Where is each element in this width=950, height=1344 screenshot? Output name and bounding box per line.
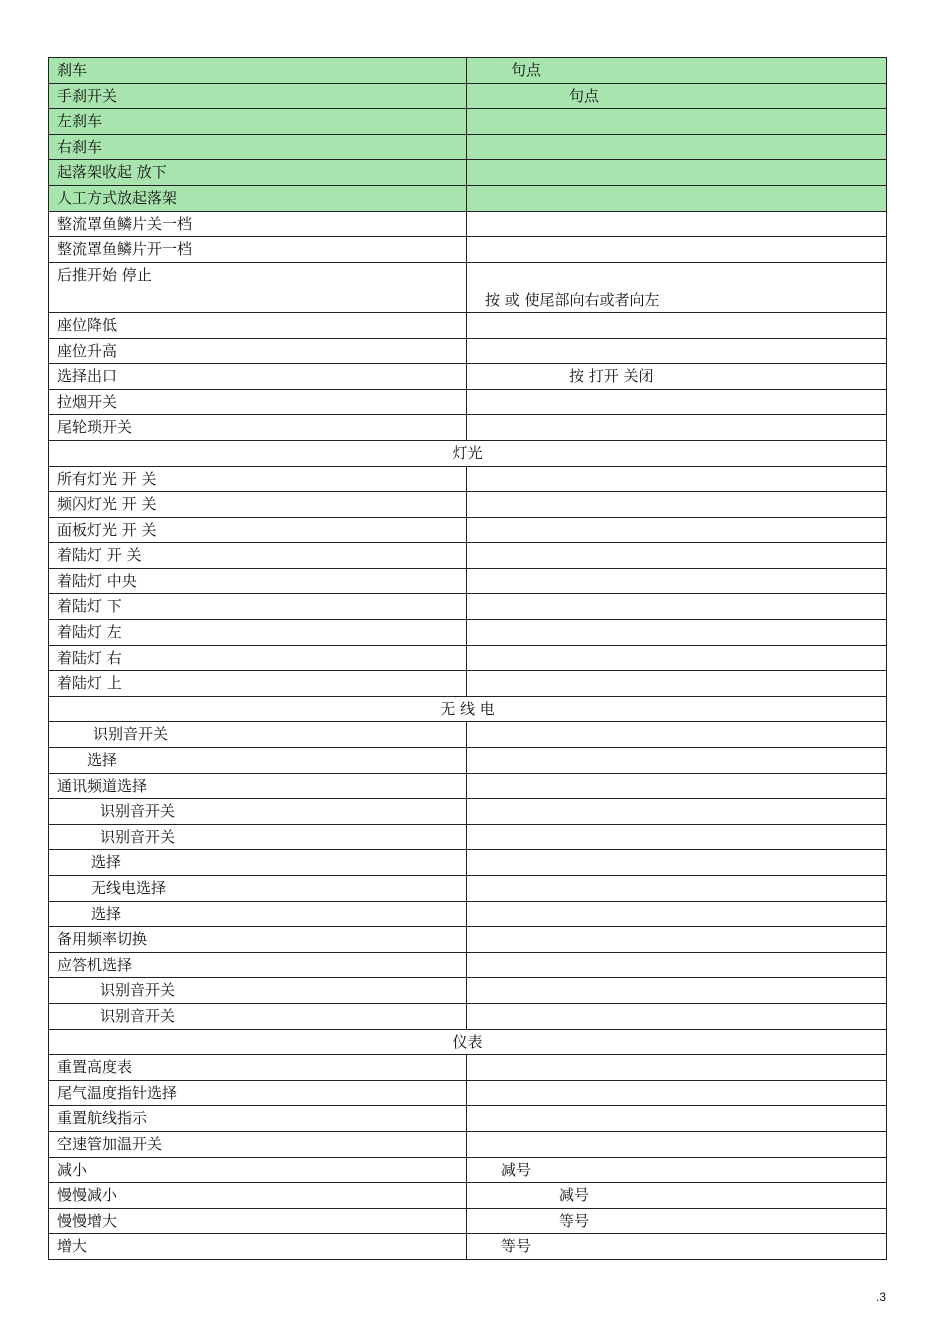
action-cell: 识别音开关 [49, 1003, 467, 1029]
section-header-row [49, 696, 887, 722]
action-cell: 着陆灯 右 [49, 645, 467, 671]
table-row [49, 952, 887, 978]
action-cell: 左刹车 [49, 109, 467, 135]
table-row [49, 517, 887, 543]
table-row [49, 58, 887, 84]
action-cell: 手刹开关 [49, 83, 467, 109]
action-cell: 增大 [49, 1234, 467, 1260]
key-cell: 等号 [467, 1208, 887, 1234]
action-cell: 选择 [49, 850, 467, 876]
table-row [49, 824, 887, 850]
key-cell [467, 185, 887, 211]
key-cell: 句点 [467, 83, 887, 109]
action-cell: 减小 [49, 1157, 467, 1183]
table-row [49, 1157, 887, 1183]
action-cell: 识别音开关 [49, 824, 467, 850]
key-cell [467, 160, 887, 186]
key-cell [467, 466, 887, 492]
table-row [49, 1080, 887, 1106]
action-cell: 整流罩鱼鳞片开一档 [49, 237, 467, 263]
action-cell: 选择 [49, 748, 467, 774]
action-cell: 通讯频道选择 [49, 773, 467, 799]
table-row [49, 748, 887, 774]
table-row [49, 543, 887, 569]
key-cell [467, 927, 887, 953]
action-cell: 频闪灯光 开 关 [49, 492, 467, 518]
action-cell: 慢慢减小 [49, 1183, 467, 1209]
key-cell [467, 671, 887, 697]
table-row [49, 389, 887, 415]
action-cell: 右刹车 [49, 134, 467, 160]
key-cell [467, 568, 887, 594]
table-row [49, 1131, 887, 1157]
table-row [49, 160, 887, 186]
section-header-row [49, 440, 887, 466]
table-row [49, 364, 887, 390]
key-cell [467, 389, 887, 415]
action-cell: 所有灯光 开 关 [49, 466, 467, 492]
key-cell [467, 773, 887, 799]
key-cell [467, 134, 887, 160]
key-cell: 按 或 使尾部向右或者向左 [467, 262, 887, 312]
key-cell [467, 492, 887, 518]
key-cell: 句点 [467, 58, 887, 84]
table-row [49, 568, 887, 594]
table-row [49, 927, 887, 953]
table-row [49, 312, 887, 338]
action-cell: 起落架收起 放下 [49, 160, 467, 186]
table-row [49, 1183, 887, 1209]
table-row [49, 211, 887, 237]
table-row [49, 262, 887, 312]
table-row [49, 109, 887, 135]
key-cell [467, 722, 887, 748]
action-cell: 空速管加温开关 [49, 1131, 467, 1157]
section-title: 无 线 电 [49, 696, 887, 722]
table-row [49, 338, 887, 364]
table-row [49, 876, 887, 902]
key-cell [467, 901, 887, 927]
key-cell [467, 415, 887, 441]
action-cell: 识别音开关 [49, 799, 467, 825]
page-number: .3 [876, 1290, 887, 1304]
table-row [49, 466, 887, 492]
action-cell: 面板灯光 开 关 [49, 517, 467, 543]
key-cell [467, 211, 887, 237]
table-row [49, 620, 887, 646]
table-row [49, 415, 887, 441]
key-cell [467, 1131, 887, 1157]
table-row [49, 1208, 887, 1234]
action-cell: 识别音开关 [49, 978, 467, 1004]
key-cell: 等号 [467, 1234, 887, 1260]
table-row [49, 1234, 887, 1260]
key-cell [467, 952, 887, 978]
table-row [49, 850, 887, 876]
key-cell [467, 1055, 887, 1081]
action-cell: 重置航线指示 [49, 1106, 467, 1132]
action-cell: 着陆灯 下 [49, 594, 467, 620]
key-cell [467, 312, 887, 338]
table-row [49, 671, 887, 697]
key-cell [467, 620, 887, 646]
action-cell: 拉烟开关 [49, 389, 467, 415]
table-row [49, 185, 887, 211]
table-body [49, 58, 887, 1260]
section-title: 仪表 [49, 1029, 887, 1055]
action-cell: 应答机选择 [49, 952, 467, 978]
table-row [49, 134, 887, 160]
action-cell: 重置高度表 [49, 1055, 467, 1081]
key-cell: 按 打开 关闭 [467, 364, 887, 390]
key-cell [467, 594, 887, 620]
table-row [49, 773, 887, 799]
key-cell [467, 748, 887, 774]
key-cell [467, 824, 887, 850]
action-cell: 选择 [49, 901, 467, 927]
key-cell [467, 237, 887, 263]
action-cell: 着陆灯 左 [49, 620, 467, 646]
key-mapping-table [48, 57, 887, 1260]
table-row [49, 799, 887, 825]
key-cell [467, 799, 887, 825]
key-cell [467, 645, 887, 671]
table-row [49, 1003, 887, 1029]
action-cell: 着陆灯 上 [49, 671, 467, 697]
table-row [49, 237, 887, 263]
key-cell [467, 1106, 887, 1132]
action-cell: 刹车 [49, 58, 467, 84]
action-cell: 后推开始 停止 [49, 262, 467, 312]
table-row [49, 645, 887, 671]
key-cell [467, 876, 887, 902]
action-cell: 座位降低 [49, 312, 467, 338]
key-cell [467, 850, 887, 876]
table-row [49, 1055, 887, 1081]
key-cell [467, 338, 887, 364]
table-row [49, 492, 887, 518]
action-cell: 慢慢增大 [49, 1208, 467, 1234]
table-row [49, 594, 887, 620]
action-cell: 着陆灯 中央 [49, 568, 467, 594]
section-header-row [49, 1029, 887, 1055]
action-cell: 人工方式放起落架 [49, 185, 467, 211]
action-cell: 着陆灯 开 关 [49, 543, 467, 569]
action-cell: 无线电选择 [49, 876, 467, 902]
table-row [49, 722, 887, 748]
section-title: 灯光 [49, 440, 887, 466]
table-row [49, 1106, 887, 1132]
key-cell [467, 1080, 887, 1106]
table-row [49, 978, 887, 1004]
action-cell: 座位升高 [49, 338, 467, 364]
key-cell [467, 1003, 887, 1029]
key-cell: 减号 [467, 1183, 887, 1209]
action-cell: 整流罩鱼鳞片关一档 [49, 211, 467, 237]
action-cell: 识别音开关 [49, 722, 467, 748]
action-cell: 尾轮琐开关 [49, 415, 467, 441]
key-cell [467, 543, 887, 569]
action-cell: 备用频率切换 [49, 927, 467, 953]
key-cell [467, 517, 887, 543]
key-cell [467, 978, 887, 1004]
table-row [49, 83, 887, 109]
action-cell: 选择出口 [49, 364, 467, 390]
key-cell: 减号 [467, 1157, 887, 1183]
key-cell [467, 109, 887, 135]
table-row [49, 901, 887, 927]
action-cell: 尾气温度指针选择 [49, 1080, 467, 1106]
